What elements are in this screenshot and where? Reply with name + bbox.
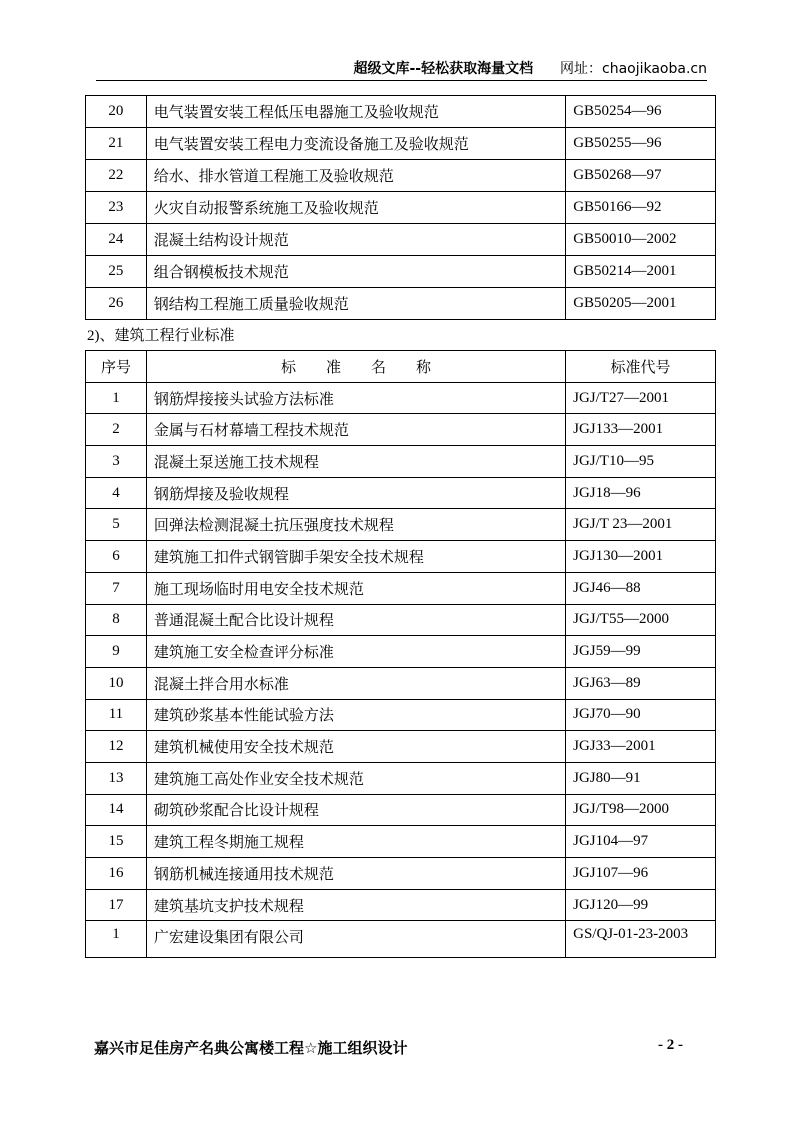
standard-name: 施工现场临时用电安全技术规范 (146, 572, 565, 604)
table-row (86, 636, 716, 668)
table-row (86, 572, 716, 604)
row-number: 4 (86, 477, 147, 509)
table-row (86, 889, 716, 921)
header-name: 标 准 名 称 (146, 351, 565, 383)
table-row (86, 256, 716, 288)
table-row (86, 794, 716, 826)
row-number: 26 (86, 288, 147, 320)
standard-name: 钢结构工程施工质量验收规范 (146, 288, 565, 320)
row-number: 6 (86, 541, 147, 573)
standard-code: JGJ46—88 (566, 572, 716, 604)
row-number: 17 (86, 889, 147, 921)
row-number: 8 (86, 604, 147, 636)
table-row (86, 288, 716, 320)
standard-name: 建筑基坑支护技术规程 (146, 889, 565, 921)
standard-name: 钢筋焊接及验收规程 (146, 477, 565, 509)
table-row (86, 826, 716, 858)
row-number: 20 (86, 96, 147, 128)
row-number: 14 (86, 794, 147, 826)
national-standards-table (85, 95, 716, 320)
header-no: 序号 (86, 351, 147, 383)
standard-name: 建筑施工扣件式钢管脚手架安全技术规程 (146, 541, 565, 573)
standard-code: JGJ/T10—95 (566, 446, 716, 478)
table-row (86, 128, 716, 160)
row-number: 16 (86, 858, 147, 890)
footer-title: 嘉兴市足佳房产名典公寓楼工程☆施工组织设计 (94, 1039, 408, 1057)
standard-code: JGJ59—99 (566, 636, 716, 668)
standard-name: 广宏建设集团有限公司 (146, 921, 565, 958)
standard-name: 混凝土拌合用水标准 (146, 667, 565, 699)
table-row (86, 509, 716, 541)
page-number: - 2 - (658, 1037, 683, 1053)
industry-standards-table (85, 350, 716, 958)
standard-name: 钢筋机械连接通用技术规范 (146, 858, 565, 890)
standard-name: 组合钢模板技术规范 (146, 256, 565, 288)
table-row (86, 414, 716, 446)
standard-code: JGJ18—96 (566, 477, 716, 509)
table-row (86, 858, 716, 890)
table-header-row (86, 351, 716, 383)
standard-code: GB50255—96 (566, 128, 716, 160)
standard-code: JGJ/T55—2000 (566, 604, 716, 636)
standard-name: 普通混凝土配合比设计规程 (146, 604, 565, 636)
standard-name: 建筑机械使用安全技术规范 (146, 731, 565, 763)
row-number: 7 (86, 572, 147, 604)
standard-code: GB50214—2001 (566, 256, 716, 288)
standard-name: 混凝土结构设计规范 (146, 224, 565, 256)
standard-name: 金属与石材幕墙工程技术规范 (146, 414, 565, 446)
row-number: 10 (86, 667, 147, 699)
standard-code: JGJ/T27—2001 (566, 382, 716, 414)
table-row (86, 192, 716, 224)
standard-name: 建筑工程冬期施工规程 (146, 826, 565, 858)
row-number: 1 (86, 382, 147, 414)
standard-code: GS/QJ-01-23-2003 (566, 921, 716, 958)
standard-name: 建筑施工高处作业安全技术规范 (146, 762, 565, 794)
row-number: 13 (86, 762, 147, 794)
standard-code: JGJ/T98—2000 (566, 794, 716, 826)
row-number: 9 (86, 636, 147, 668)
row-number: 1 (86, 921, 147, 958)
row-number: 24 (86, 224, 147, 256)
table-row (86, 762, 716, 794)
header-title: 超级文库--轻松获取海量文档 (353, 61, 534, 77)
page-header (354, 58, 708, 78)
header-url: chaojikaoba.cn (602, 61, 707, 77)
table-row (86, 382, 716, 414)
table-row (86, 446, 716, 478)
standard-code: GB50268—97 (566, 160, 716, 192)
standard-code: JGJ120—99 (566, 889, 716, 921)
standard-code: JGJ/T 23—2001 (566, 509, 716, 541)
table-row (86, 731, 716, 763)
standard-name: 回弹法检测混凝土抗压强度技术规程 (146, 509, 565, 541)
standard-code: JGJ63—89 (566, 667, 716, 699)
standard-code: JGJ70—90 (566, 699, 716, 731)
table-row (86, 224, 716, 256)
table-row (86, 160, 716, 192)
row-number: 2 (86, 414, 147, 446)
row-number: 12 (86, 731, 147, 763)
row-number: 25 (86, 256, 147, 288)
standard-code: GB50166—92 (566, 192, 716, 224)
standard-code: GB50010—2002 (566, 224, 716, 256)
standard-code: JGJ80—91 (566, 762, 716, 794)
standard-code: JGJ107—96 (566, 858, 716, 890)
header-site-label: 网址： (560, 61, 602, 77)
standard-name: 砌筑砂浆配合比设计规程 (146, 794, 565, 826)
row-number: 22 (86, 160, 147, 192)
standard-name: 火灾自动报警系统施工及验收规范 (146, 192, 565, 224)
row-number: 23 (86, 192, 147, 224)
standard-code: JGJ133—2001 (566, 414, 716, 446)
table-row (86, 96, 716, 128)
row-number: 21 (86, 128, 147, 160)
standard-code: JGJ130—2001 (566, 541, 716, 573)
header-code: 标准代号 (566, 351, 716, 383)
standard-code: GB50254—96 (566, 96, 716, 128)
table-row (86, 667, 716, 699)
standard-name: 电气装置安装工程电力变流设备施工及验收规范 (146, 128, 565, 160)
row-number: 15 (86, 826, 147, 858)
table-row (86, 921, 716, 958)
standard-code: GB50205—2001 (566, 288, 716, 320)
table-row (86, 604, 716, 636)
row-number: 5 (86, 509, 147, 541)
row-number: 11 (86, 699, 147, 731)
table-row (86, 699, 716, 731)
standard-code: JGJ33—2001 (566, 731, 716, 763)
standard-code: JGJ104—97 (566, 826, 716, 858)
standard-name: 混凝土泵送施工技术规程 (146, 446, 565, 478)
standard-name: 电气装置安装工程低压电器施工及验收规范 (146, 96, 565, 128)
standard-name: 建筑施工安全检查评分标准 (146, 636, 565, 668)
header-divider (96, 80, 707, 81)
section-caption: 2)、建筑工程行业标准 (87, 328, 235, 344)
standard-name: 钢筋焊接接头试验方法标准 (146, 382, 565, 414)
standard-name: 给水、排水管道工程施工及验收规范 (146, 160, 565, 192)
row-number: 3 (86, 446, 147, 478)
table-row (86, 477, 716, 509)
table-row (86, 541, 716, 573)
standard-name: 建筑砂浆基本性能试验方法 (146, 699, 565, 731)
